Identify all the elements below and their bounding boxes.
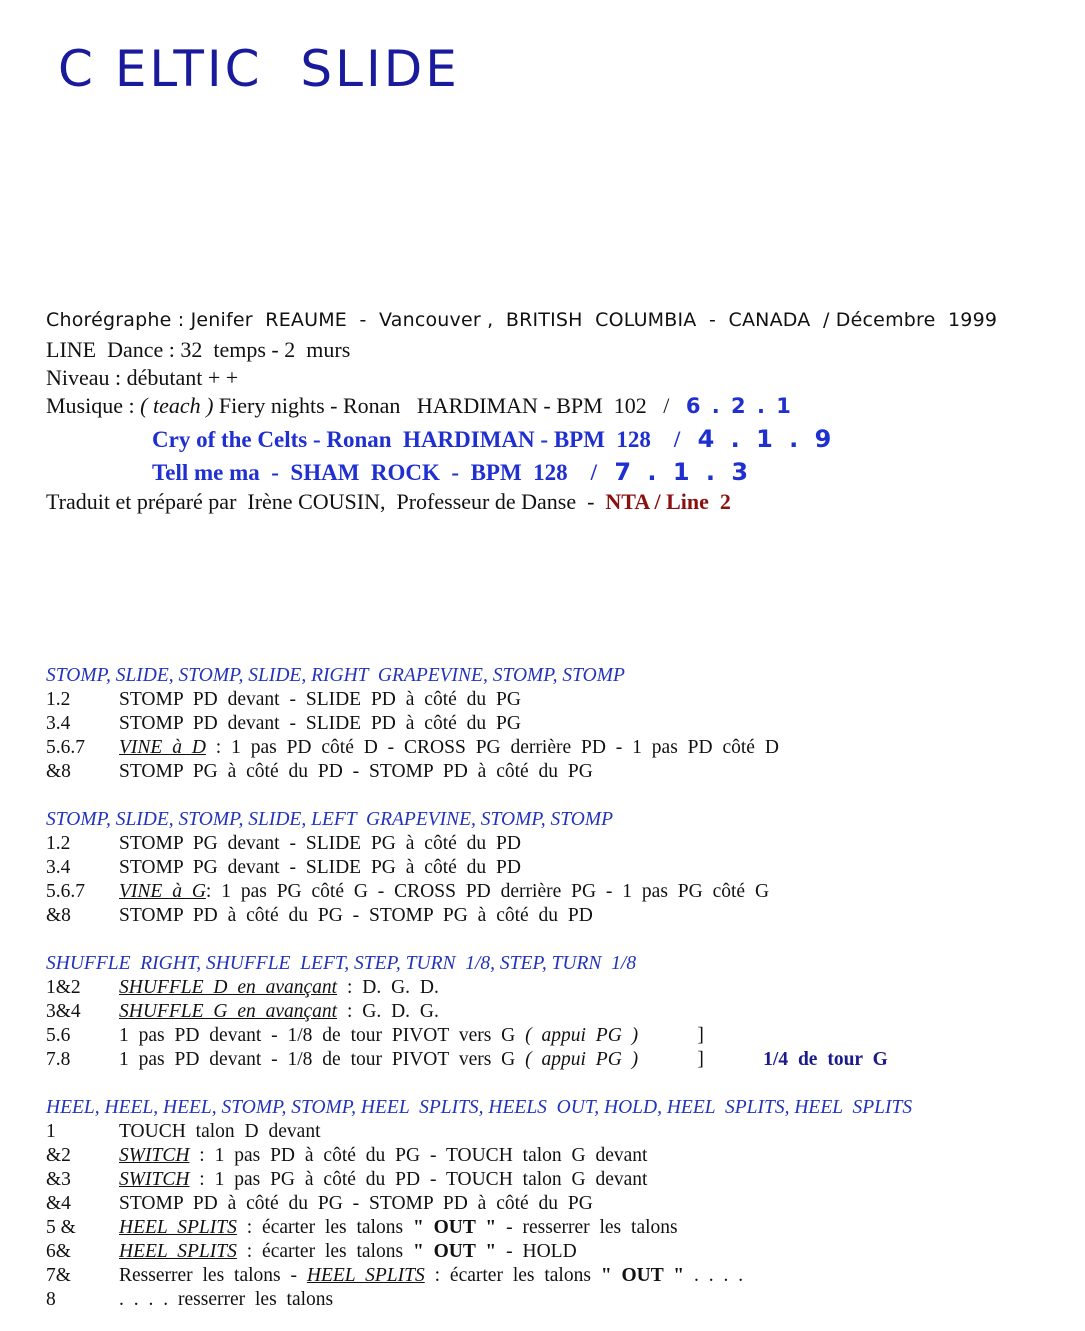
music-code-1: 6 . 2 . 1 [685, 394, 793, 418]
step-emphasis: " OUT " [412, 1217, 497, 1238]
step-detail: : D. G. D. [337, 977, 439, 998]
step-row [46, 832, 1076, 856]
music-teach: ( teach ) [140, 393, 214, 418]
step-description: STOMP PG à côté du PD - STOMP PD à côté du PG [119, 761, 593, 782]
step-detail: : 1 pas PD à côté du PG - TOUCH talon G devant [189, 1145, 648, 1166]
step-description: STOMP PG devant - SLIDE PG à côté du PD [119, 833, 521, 854]
step-row [46, 736, 1076, 760]
step-description [119, 1264, 743, 1288]
step-detail: : 1 pas PD côté D - CROSS PG derrière PD - 1 pas PD côté D [205, 737, 779, 758]
step-count: &2 [46, 1145, 71, 1166]
step-description: . . . . resserrer les talons [119, 1289, 334, 1310]
step-row [46, 1288, 1076, 1312]
translator-tag: NTA / Line 2 [605, 489, 731, 514]
step-term: HEEL SPLITS [119, 1241, 237, 1262]
step-row [46, 760, 1076, 784]
step-row [46, 688, 1076, 712]
step-row [46, 880, 1076, 904]
step-row [46, 1168, 1076, 1192]
step-term: VINE à G [119, 881, 206, 902]
step-count: &4 [46, 1193, 71, 1214]
song-3-code: 7 . 1 . 3 [614, 458, 753, 486]
step-count: 7.8 [46, 1049, 71, 1070]
step-detail: : écarter les talons [236, 1217, 413, 1238]
step-support: ( appui PG ) [525, 1049, 639, 1070]
music-song-2 [152, 425, 835, 453]
step-detail: : 1 pas PG à côté du PD - TOUCH talon G devant [189, 1169, 648, 1190]
dance-title [58, 40, 460, 98]
step-count: 7& [46, 1265, 71, 1286]
step-row [46, 1144, 1076, 1168]
music-song-3 [152, 458, 752, 486]
step-description [119, 1216, 678, 1240]
step-term: VINE à D [119, 737, 206, 758]
step-term: SHUFFLE G en avançant [119, 1001, 338, 1022]
step-row [46, 856, 1076, 880]
step-row [46, 712, 1076, 736]
step-description [119, 1048, 888, 1072]
step-row [46, 1240, 1076, 1264]
choreographer-line: Chorégraphe : Jenifer REAUME - Vancouver , BRITISH COLUMBIA - CANADA / Décembre 1999 [46, 309, 998, 331]
section-title: SHUFFLE RIGHT, SHUFFLE LEFT, STEP, TURN 1/8, STEP, TURN 1/8 [46, 953, 637, 974]
step-section-4 [46, 1096, 1076, 1312]
line-dance-info: LINE Dance : 32 temps - 2 murs [46, 337, 351, 362]
step-description [119, 736, 779, 760]
step-bracket: ] [638, 1049, 764, 1070]
song-3-text: Tell me ma - SHAM ROCK - BPM 128 / [152, 460, 615, 485]
step-section-1 [46, 664, 1076, 784]
step-section-3 [46, 952, 1076, 1072]
step-count: 8 [46, 1289, 56, 1310]
step-term: SWITCH [119, 1169, 190, 1190]
step-row [46, 1216, 1076, 1240]
music-line [46, 393, 793, 419]
step-detail: : G. D. G. [337, 1001, 439, 1022]
step-count: 5.6.7 [46, 737, 85, 758]
title-initial: C [58, 40, 96, 98]
step-bracket: ] [638, 1025, 704, 1046]
step-term: SHUFFLE D en avançant [119, 977, 338, 998]
step-term: SWITCH [119, 1145, 190, 1166]
step-count: 5.6.7 [46, 881, 85, 902]
step-tail: - HOLD [496, 1241, 577, 1262]
section-title: STOMP, SLIDE, STOMP, SLIDE, LEFT GRAPEVINE, STOMP, STOMP [46, 809, 614, 830]
music-song-1: Fiery nights - Ronan HARDIMAN - BPM 102 / [213, 393, 686, 418]
step-count: 3&4 [46, 1001, 81, 1022]
step-row [46, 1000, 1076, 1024]
song-2-code: 4 . 1 . 9 [697, 425, 836, 453]
translator-text: Traduit et préparé par Irène COUSIN, Professeur de Danse - [46, 489, 606, 514]
step-term: HEEL SPLITS [119, 1217, 237, 1238]
step-support: ( appui PG ) [525, 1025, 639, 1046]
step-row [46, 1024, 1076, 1048]
step-count: 1&2 [46, 977, 81, 998]
translator-line [46, 489, 731, 515]
step-description: STOMP PG devant - SLIDE PG à côté du PD [119, 857, 521, 878]
step-count: 6& [46, 1241, 71, 1262]
step-description: STOMP PD à côté du PG - STOMP PG à côté du PD [119, 905, 593, 926]
section-title: HEEL, HEEL, HEEL, STOMP, STOMP, HEEL SPLITS, HEELS OUT, HOLD, HEEL SPLITS, HEEL SPLITS [46, 1097, 913, 1118]
step-section-2 [46, 808, 1076, 928]
step-row [46, 1192, 1076, 1216]
step-count: 3.4 [46, 857, 71, 878]
step-count: 5 & [46, 1217, 76, 1238]
step-count: &3 [46, 1169, 71, 1190]
step-description: STOMP PD devant - SLIDE PD à côté du PG [119, 689, 521, 710]
section-title: STOMP, SLIDE, STOMP, SLIDE, RIGHT GRAPEVINE, STOMP, STOMP [46, 665, 625, 686]
step-description [119, 880, 769, 904]
step-detail: 1 pas PD devant - 1/8 de tour PIVOT vers G [119, 1025, 526, 1046]
step-emphasis: " OUT " [600, 1265, 685, 1286]
step-description [119, 1168, 647, 1192]
step-description [119, 1144, 647, 1168]
step-detail: 1 pas PD devant - 1/8 de tour PIVOT vers G [119, 1049, 526, 1070]
step-row [46, 904, 1076, 928]
step-description [119, 1024, 704, 1048]
step-count: &8 [46, 905, 71, 926]
step-description [119, 1240, 577, 1264]
step-description [119, 976, 439, 1000]
level-info: Niveau : débutant + + [46, 365, 239, 390]
music-label: Musique : [46, 393, 141, 418]
step-detail: : écarter les talons [236, 1241, 413, 1262]
step-prefix: Resserrer les talons - [119, 1265, 307, 1286]
step-description: TOUCH talon D devant [119, 1121, 321, 1142]
step-description: STOMP PD devant - SLIDE PD à côté du PG [119, 713, 521, 734]
step-count: 1 [46, 1121, 56, 1142]
step-row [46, 1048, 1076, 1072]
step-description: STOMP PD à côté du PG - STOMP PD à côté du PG [119, 1193, 593, 1214]
step-row [46, 976, 1076, 1000]
step-description [119, 1000, 439, 1024]
step-detail: : écarter les talons [424, 1265, 601, 1286]
song-2-text: Cry of the Celts - Ronan HARDIMAN - BPM 128 / [152, 427, 698, 452]
title-rest: ELTIC SLIDE [95, 40, 460, 98]
step-term: HEEL SPLITS [306, 1265, 425, 1286]
step-count: 1.2 [46, 689, 71, 710]
turn-note: 1/4 de tour G [763, 1049, 888, 1070]
step-tail: . . . . [684, 1265, 744, 1286]
step-count: &8 [46, 761, 71, 782]
step-detail: : 1 pas PG côté G - CROSS PD derrière PG - 1 pas PG côté G [205, 881, 770, 902]
step-tail: - resserrer les talons [496, 1217, 678, 1238]
step-row [46, 1264, 1076, 1288]
step-count: 5.6 [46, 1025, 71, 1046]
step-count: 3.4 [46, 713, 71, 734]
step-row [46, 1120, 1076, 1144]
step-count: 1.2 [46, 833, 71, 854]
step-emphasis: " OUT " [412, 1241, 497, 1262]
